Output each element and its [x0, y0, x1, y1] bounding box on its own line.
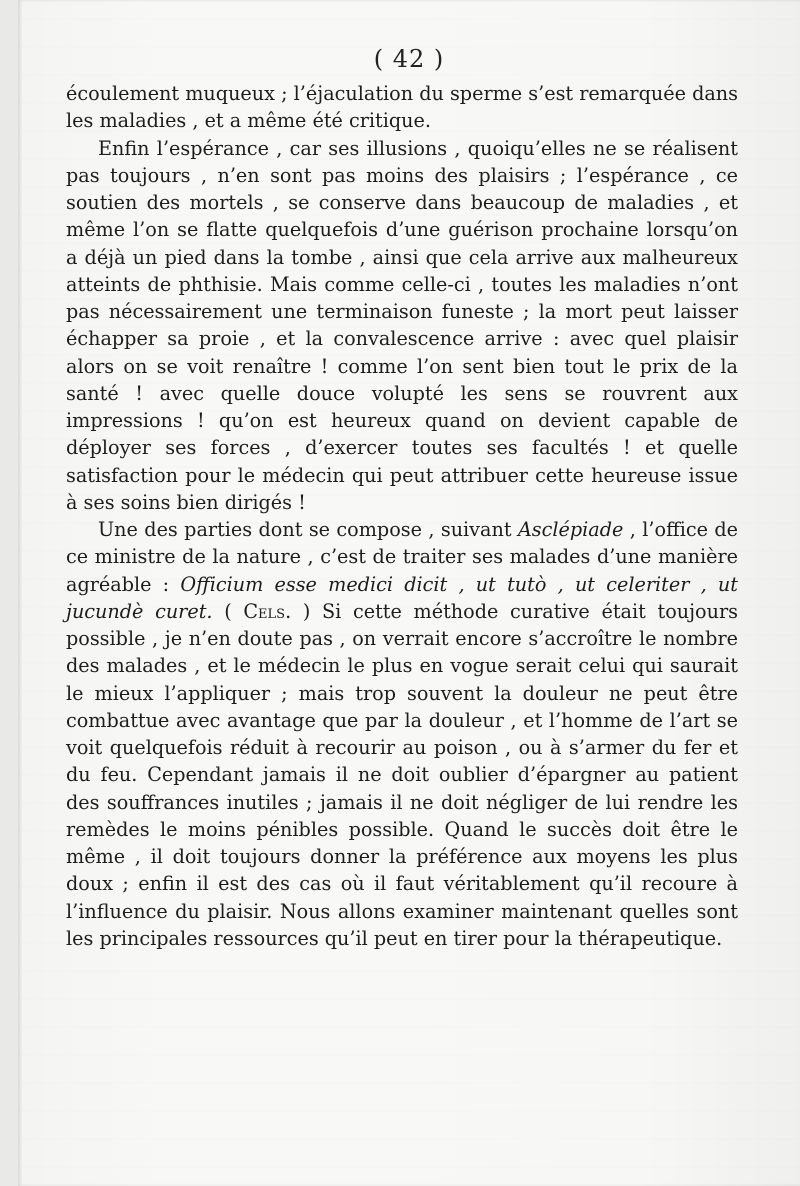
main-text [66, 80, 738, 952]
paragraph-3 [66, 516, 738, 952]
paragraph-2: Enfin l’espérance , car ses illusions , quoiqu’elles ne se réalisent pas toujours , n’en sont pas moins des plaisirs ; l’espérance , ce soutien des mortels , se conserve dans beaucoup de maladies , et même l’on se flatte quelquefois d’une guérison prochaine lorsqu’on a déjà un pied dans la tombe , ainsi que cela arrive aux malheureux atteints de phthisie. Mais comme celle-ci , toutes les maladies n’ont pas nécessairement une terminaison funeste ; la mort peut laisser échapper sa proie , et la convalescence arrive : avec quel plaisir alors on se voit renaître ! comme l’on sent bien tout le prix de la santé ! avec quelle douce volupté les sens se rouvrent aux impressions ! qu’on est heureux quand on devient capable de déployer ses forces , d’exercer toutes ses facultés ! et quelle satisfaction pour le médecin qui peut attribuer cette heureuse issue à ses soins bien dirigés ! [66, 136, 738, 514]
paragraph-3-part-1: Une des parties dont se compose , suivant [98, 518, 518, 541]
latin-quote: Officium esse medici dicit , ut tutò , ut celeriter , ut jucundè curet. [66, 572, 738, 623]
paragraph-3-part-3: ( [212, 599, 244, 623]
paragraph-3-part-4: ) Si cette méthode curative était toujours possible , je n’en doute pas , on verrait encore s’accroître le nombre des malades , et le médecin le plus en vogue serait celui qui saurait le mieux l’appliquer ; mais trop souvent la douleur ne peut être combattue avec avantage que par la douleur , et l’homme de l’art se voit quelquefois réduit à recourir au poison , ou à s’armer du fer et du feu. Cependant jamais il ne doit oublier d’épargner au patient des souffrances inutiles ; jamais il ne doit négliger de lui rendre les remèdes le moins pénibles possible. Quand le succès doit être le même , il doit toujours donner la préférence aux moyens les plus doux ; enfin il est des cas où il faut véritablement qu’il recoure à l’influence du plaisir. Nous allons examiner maintenant quelles sont les principales ressources qu’il peut en tirer pour la thérapeutique. [66, 599, 738, 950]
page-number: ( 42 ) [373, 45, 445, 73]
book-page [18, 0, 800, 1186]
author-name: Asclépiade [517, 518, 624, 541]
paragraph-3-part-2: , l’office de ce ministre de la nature , c’est de traiter ses malades d’une manière agréable : [66, 518, 738, 596]
paragraph-1: écoulement muqueux ; l’éjaculation du sperme s’est remarquée dans les maladies , et a même été critique. [66, 82, 738, 133]
citation-cels: Cels. [243, 599, 292, 623]
